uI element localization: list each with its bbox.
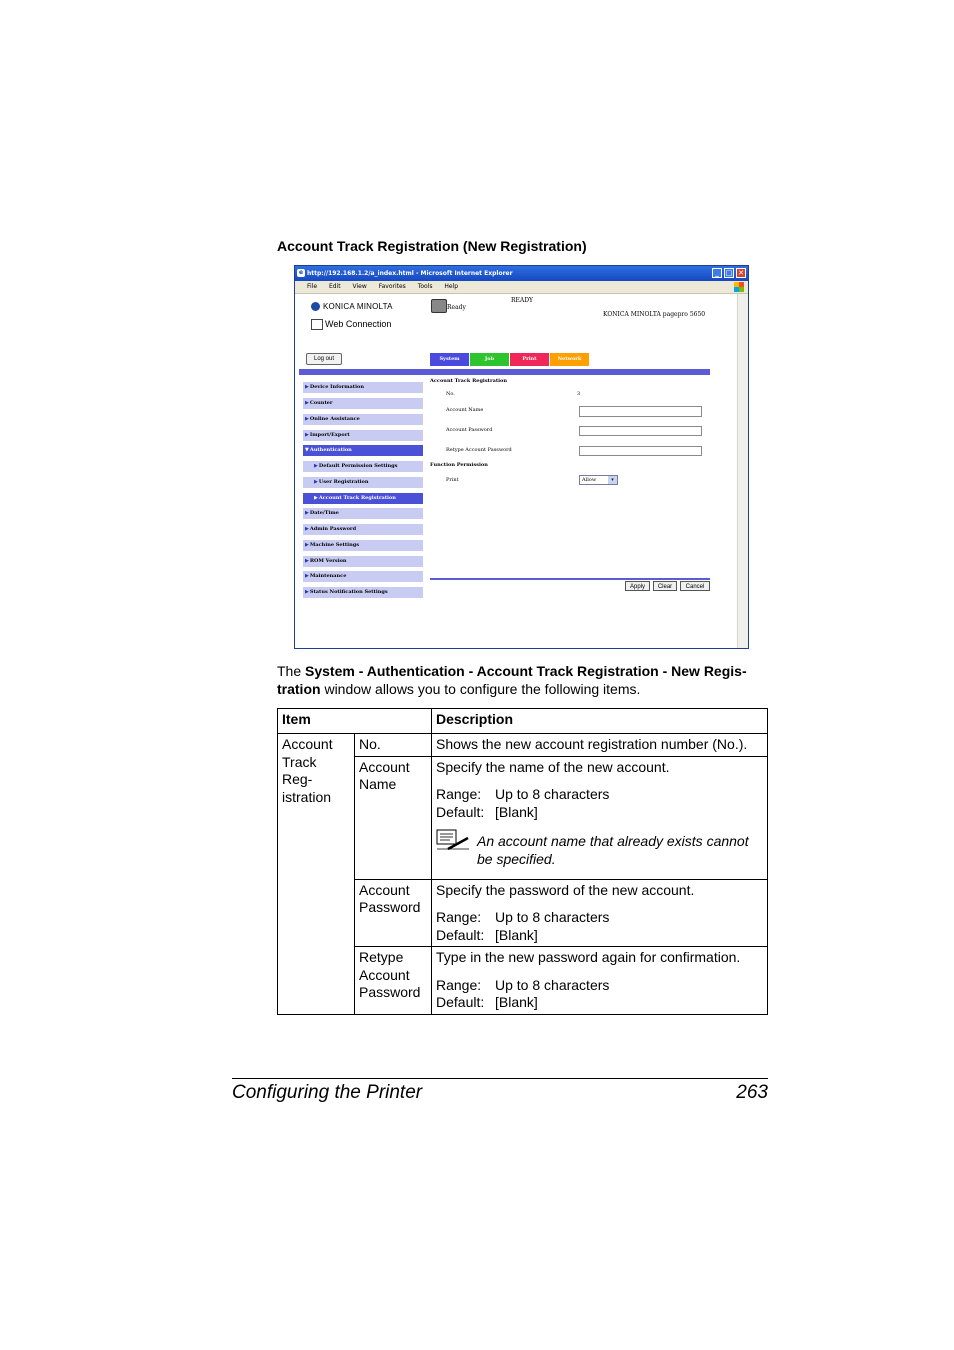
browser-scrollbar[interactable] bbox=[737, 294, 748, 649]
menu-file[interactable]: File bbox=[307, 283, 318, 290]
settings-table bbox=[277, 708, 768, 1015]
retype-password-label: Retype Account Password bbox=[446, 447, 512, 453]
tab-system[interactable]: System bbox=[430, 353, 469, 366]
menu-favorites[interactable]: Favorites bbox=[378, 283, 406, 290]
account-password-input[interactable] bbox=[579, 426, 702, 436]
nav-authentication[interactable]: ▼Authentication bbox=[303, 445, 423, 456]
header-description: Description bbox=[432, 709, 768, 734]
section-heading: Account Track Registration (New Registration) bbox=[277, 238, 587, 254]
print-permission-select[interactable]: Allow ▾ bbox=[579, 475, 618, 485]
function-permission-heading: Function Permission bbox=[430, 462, 488, 468]
nav-account-track-registration[interactable]: ▶Account Track Registration bbox=[303, 493, 423, 504]
menu-view[interactable]: View bbox=[352, 283, 367, 290]
web-connection-logo: Web Connection bbox=[311, 319, 391, 330]
clear-button[interactable]: Clear bbox=[653, 581, 677, 591]
nav-date-time[interactable]: ▶Date/Time bbox=[303, 508, 423, 519]
retype-password-input[interactable] bbox=[579, 446, 702, 456]
chevron-down-icon: ▾ bbox=[608, 476, 617, 484]
tab-print[interactable]: Print bbox=[510, 353, 549, 366]
intro-paragraph: The System - Authentication - Account Track Registration - New Regis- tration window allows you to configure the following items. bbox=[277, 663, 747, 697]
menu-help[interactable]: Help bbox=[444, 283, 459, 290]
account-password-label: Account Password bbox=[446, 427, 493, 433]
no-label: No. bbox=[446, 391, 455, 397]
page-number: 263 bbox=[736, 1082, 768, 1103]
nav-maintenance[interactable]: ▶Maintenance bbox=[303, 571, 423, 582]
status-small: Ready bbox=[447, 304, 466, 311]
item-no: No. bbox=[355, 734, 432, 757]
no-value: 3 bbox=[577, 391, 581, 397]
footer-rule bbox=[232, 1078, 768, 1079]
maximize-icon[interactable]: □ bbox=[725, 269, 733, 277]
tab-network[interactable]: Network bbox=[550, 353, 589, 366]
nav-counter[interactable]: ▶Counter bbox=[303, 398, 423, 409]
header-divider bbox=[299, 369, 710, 375]
nav-default-permission-settings[interactable]: ▶Default Permission Settings bbox=[303, 461, 423, 472]
account-name-input[interactable] bbox=[579, 406, 702, 417]
item-account-name: Account Name bbox=[355, 756, 432, 879]
logout-button[interactable]: Log out bbox=[306, 353, 342, 365]
note-pencil-icon bbox=[436, 829, 470, 851]
nav-device-information[interactable]: ▶Device Information bbox=[303, 382, 423, 393]
konica-logo-icon bbox=[311, 302, 320, 311]
nav-import-export[interactable]: ▶Import/Export bbox=[303, 430, 423, 441]
menu-tools[interactable]: Tools bbox=[417, 283, 433, 290]
menu-edit[interactable]: Edit bbox=[328, 283, 341, 290]
browser-title: http://192.168.1.2/a_index.html - Microsoft Internet Explorer bbox=[307, 270, 513, 277]
desc-no: Shows the new account registration number (No.). bbox=[432, 734, 768, 757]
desc-account-name: Specify the name of the new account. Range: Up to 8 characters Default: [Blank] An account name that already exists cannot be specified. bbox=[432, 756, 768, 879]
web-page bbox=[297, 294, 737, 649]
printer-icon bbox=[431, 299, 447, 313]
nav-status-notification-settings[interactable]: ▶Status Notification Settings bbox=[303, 587, 423, 598]
ie-icon: e bbox=[298, 269, 304, 276]
account-name-label: Account Name bbox=[446, 407, 484, 413]
windows-logo-icon bbox=[734, 282, 744, 292]
form-heading: Account Track Registration bbox=[430, 378, 508, 384]
browser-titlebar bbox=[295, 266, 748, 281]
print-label: Print bbox=[446, 477, 459, 483]
note: An account name that already exists cannot be specified. bbox=[436, 833, 763, 868]
konica-minolta-logo: KONICA MINOLTA bbox=[311, 302, 393, 311]
cancel-button[interactable]: Cancel bbox=[680, 581, 710, 591]
minimize-icon[interactable]: _ bbox=[712, 268, 722, 278]
item-account-password: Account Password bbox=[355, 879, 432, 947]
group-label: Account Track Reg- istration bbox=[278, 734, 355, 1015]
tab-job[interactable]: Job bbox=[470, 353, 509, 366]
desc-retype-password: Type in the new password again for confirmation. Range: Up to 8 characters Default: [Blank] bbox=[432, 947, 768, 1015]
browser-screenshot bbox=[294, 265, 749, 649]
pagescope-logo-icon bbox=[311, 319, 323, 330]
footer-divider bbox=[430, 578, 710, 580]
nav-rom-version[interactable]: ▶ROM Version bbox=[303, 556, 423, 567]
nav-machine-settings[interactable]: ▶Machine Settings bbox=[303, 540, 423, 551]
printer-model: KONICA MINOLTA pagepro 5650 bbox=[603, 311, 706, 318]
nav-admin-password[interactable]: ▶Admin Password bbox=[303, 524, 423, 535]
nav-user-registration[interactable]: ▶User Registration bbox=[303, 477, 423, 488]
desc-account-password: Specify the password of the new account. Range: Up to 8 characters Default: [Blank] bbox=[432, 879, 768, 947]
item-retype-password: Retype Account Password bbox=[355, 947, 432, 1015]
browser-menubar bbox=[295, 281, 748, 294]
footer-title: Configuring the Printer bbox=[232, 1082, 423, 1103]
status-ready: READY bbox=[511, 297, 534, 304]
apply-button[interactable]: Apply bbox=[625, 581, 650, 591]
close-icon[interactable]: ✕ bbox=[736, 268, 746, 278]
header-item: Item bbox=[278, 709, 432, 734]
nav-online-assistance[interactable]: ▶Online Assistance bbox=[303, 414, 423, 425]
